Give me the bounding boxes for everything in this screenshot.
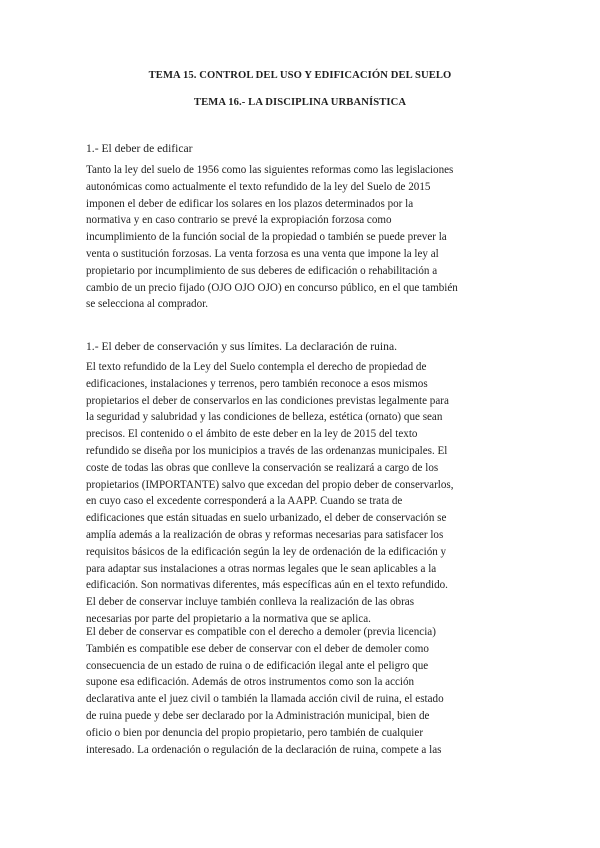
- text-line: cambio de un precio fijado (OJO OJO OJO) en concurso público, en el que también: [86, 281, 458, 294]
- text-line: consecuencia de un estado de ruina o de edificación ilegal ante el peligro que: [86, 659, 429, 672]
- text-line: edificaciones que están situadas en suelo urbanizado, el deber de conservación se: [86, 512, 447, 525]
- text-line: supone esa edificación. Además de otros instrumentos como son la acción: [86, 676, 415, 689]
- text-line: El deber de conservar incluye también conlleva la realización de las obras: [86, 596, 415, 609]
- text-line: propietarios (IMPORTANTE) salvo que excedan del propio deber de conservarlos,: [86, 478, 454, 491]
- section-heading-deber-edificar: 1.- El deber de edificar: [86, 142, 193, 155]
- text-line: autonómicas como actualmente el texto refundido de la ley del Suelo de 2015: [86, 180, 431, 193]
- text-line: amplía además a la realización de obras y reformas necesarias para satisfacer los: [86, 528, 444, 541]
- text-line: venta o sustitución forzosas. La venta forzosa es una venta que impone la ley al: [86, 247, 439, 260]
- text-line: edificación. Son normativas diferentes, más específicas aún en el texto refundido.: [86, 579, 448, 592]
- text-line: propietarios el deber de conservarlos en las condiciones previstas legalmente para: [86, 394, 449, 407]
- text-line: para adaptar sus instalaciones a otras normas legales que le sean aplicables a la: [86, 562, 437, 575]
- text-line: de ruina puede y debe ser declarado por la Administración municipal, bien de: [86, 709, 430, 722]
- text-line: propietario por incumplimiento de sus deberes de edificación o rehabilitación a: [86, 264, 438, 277]
- text-line: El deber de conservar es compatible con el derecho a demoler (previa licencia): [86, 626, 436, 638]
- section-heading-deber-conservacion: 1.- El deber de conservación y sus límites. La declaración de ruina.: [86, 340, 397, 353]
- paragraph-declaracion-ruina: [86, 624, 526, 758]
- document-subtitle: TEMA 16.- LA DISCIPLINA URBANÍSTICA: [193, 97, 407, 108]
- text-line: También es compatible ese deber de conservar con el deber de demoler como: [86, 642, 429, 655]
- text-line: imponen el deber de edificar los solares en los plazos determinados por la: [86, 197, 414, 210]
- document-title: TEMA 15. CONTROL DEL USO Y EDIFICACIÓN DEL SUELO: [148, 70, 452, 81]
- text-line: precisos. El contenido o el ámbito de este deber en la ley de 2015 del texto: [86, 428, 418, 441]
- text-line: se selecciona al comprador.: [86, 298, 208, 311]
- text-line: Tanto la ley del suelo de 1956 como las siguientes reformas como las legislaciones: [86, 164, 454, 176]
- text-line: normativa y en caso contrario se prevé la expropiación forzosa como: [86, 214, 392, 227]
- paragraph-deber-edificar: [86, 162, 526, 313]
- text-line: El texto refundido de la Ley del Suelo contempla el derecho de propiedad de: [86, 361, 427, 373]
- text-line: en cuyo caso el excedente corresponderá a la AAPP. Cuando se trata de: [86, 495, 403, 508]
- text-line: interesado. La ordenación o regulación de la declaración de ruina, compete a las: [86, 743, 442, 756]
- text-line: refundido se diseña por los municipios a través de las ordenanzas municipales. El: [86, 444, 448, 457]
- text-line: requisitos básicos de la edificación según la ley de ordenación de la edificación y: [86, 545, 447, 558]
- paragraph-deber-conservacion: [86, 359, 526, 628]
- text-line: coste de todas las obras que conlleve la conservación se realizará a cargo de los: [86, 461, 439, 474]
- text-line: necesarias por parte del propietario a la normativa que se aplica.: [86, 612, 371, 625]
- text-line: la seguridad y salubridad y las condiciones de belleza, estética (ornato) que sean: [86, 411, 443, 424]
- text-line: declarativa ante el juez civil o también la llamada acción civil de ruina, el estado: [86, 693, 444, 706]
- text-line: edificaciones, instalaciones y terrenos, pero también reconoce a esos mismos: [86, 377, 428, 390]
- text-line: incumplimiento de la función social de la propiedad o también se puede prever la: [86, 231, 447, 244]
- text-line: oficio o bien por denuncia del propio propietario, pero también de cualquier: [86, 726, 424, 739]
